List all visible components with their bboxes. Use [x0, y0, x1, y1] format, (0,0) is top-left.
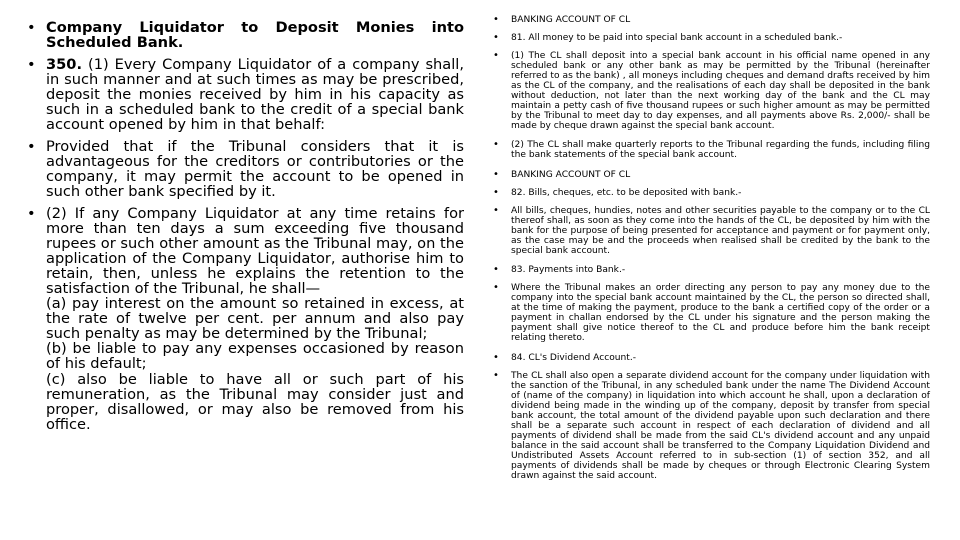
- right-list-item: [492, 353, 930, 363]
- rule-text: Where the Tribunal makes an order directing any person to pay any money due to the company into the special bank account maintained by the CL, the person so directed shall, at the time of making the payment, produce to the bank a certified copy of the order or a payment in challan endorsed by the CL under his signature and the person making the payment shall give notice thereof to the CL and produce before him the bank receipt relating thereto.: [511, 283, 930, 344]
- left-bullet-list: [26, 20, 464, 432]
- left-list-item: [26, 206, 464, 432]
- rule-text: The CL shall also open a separate dividend account for the company under liquidation with the sanction of the Tribunal, in any scheduled bank under the name The Dividend Account of (name of the company) in liquidation into which account he shall, upon a declaration of dividend being made in the winding up of the company, deposit by transfer from special bank account, the total amount of the dividend payable upon such declaration and there shall be a separate such account in respect of each declaration of dividend and all payments of dividend shall be made from the said CL's dividend account and any unpaid balance in the said account shall be transferred to the Company Liquidation Dividend and Undistributed Assets Account referred to in sub-section (1) of section 352, and all payments of dividends shall be made by cheques or through Electronic Clearing System drawn against the said account.: [511, 370, 930, 481]
- section-number: 350.: [46, 55, 83, 73]
- right-column: [492, 15, 930, 490]
- rule-text: All bills, cheques, hundies, notes and other securities payable to the company or to the CL thereof shall, as soon as they come into the hands of the CL, be deposited by him with the bank for the purpose of being presented for acceptance and payment or for payment only, as the case may be and the proceeds when realised shall be credited by the bank to the special bank account.: [511, 205, 930, 256]
- right-list-item: [492, 33, 930, 43]
- rule-title: 81. All money to be paid into special bank account in a scheduled bank.-: [511, 33, 843, 43]
- right-list-item: [492, 283, 930, 343]
- right-bullet-list: [492, 15, 930, 481]
- rule-text: (1) The CL shall deposit into a special bank account in his official name opened in any scheduled bank or any other bank as may be permitted by the Tribunal (hereinafter referred to as the bank) , all moneys including cheques and demand drafts received by him as the CL of the company, and the realisations of each day shall be deposited in the bank without deduction, not later than the next working day of the bank and the CL may maintain a petty cash of five thousand rupees or such higher amount as may be permitted by the Tribunal to meet day to day expenses, and all payments above Rs. 2,000/- shall be made by cheque drawn against the special bank account.: [511, 51, 930, 131]
- rule-title: 82. Bills, cheques, etc. to be deposited with bank.-: [511, 187, 742, 198]
- left-list-item: [26, 139, 464, 199]
- rule-title: 84. CL's Dividend Account.-: [511, 352, 637, 363]
- right-list-item: [492, 371, 930, 481]
- heading-text: BANKING ACCOUNT OF CL: [511, 169, 631, 180]
- right-list-item: [492, 206, 930, 256]
- right-list-item: [492, 170, 930, 180]
- heading-text: BANKING ACCOUNT OF CL: [511, 15, 631, 25]
- left-column: [26, 20, 464, 438]
- right-list-item: [492, 265, 930, 275]
- rule-text: (2) The CL shall make quarterly reports to the Tribunal regarding the funds, including filing the bank statements of the special bank account.: [511, 140, 930, 161]
- subsection-text: (2) If any Company Liquidator at any time retains for more than ten days a sum exceeding five thousand rupees or such other amount as the Tribunal may, on the application of the Company Liquidator, authorise him to retain, then, unless he explains the retention to the satisfaction of the Tribunal, he shall— (a) pay interest on the amount so retained in excess, at the rate of twelve per cent. per annum and also pay such penalty as may be determined by the Tribunal; (b) be liable to pay any expenses occasioned by reason of his default; (c) also be liable to have all or such part of his remuneration, as the Tribunal may consider just and proper, disallowed, or may also be removed from his office.: [46, 204, 464, 433]
- section-heading: Company Liquidator to Deposit Monies into Scheduled Bank.: [46, 19, 464, 52]
- proviso-text: Provided that if the Tribunal considers that it is advantageous for the creditors or contributories or the company, it may permit the account to be opened in such other bank specified by it.: [46, 137, 464, 200]
- right-list-item: [492, 15, 930, 25]
- rule-title: 83. Payments into Bank.-: [511, 265, 626, 276]
- section-text: (1) Every Company Liquidator of a company shall, in such manner and at such times as may be prescribed, deposit the monies received by him in his capacity as such in a scheduled bank to the credit of a special bank account opened by him in that behalf:: [46, 55, 464, 134]
- right-list-item: [492, 140, 930, 160]
- right-list-item: [492, 51, 930, 131]
- left-list-item: [26, 57, 464, 132]
- left-heading-item: [26, 20, 464, 50]
- right-list-item: [492, 188, 930, 198]
